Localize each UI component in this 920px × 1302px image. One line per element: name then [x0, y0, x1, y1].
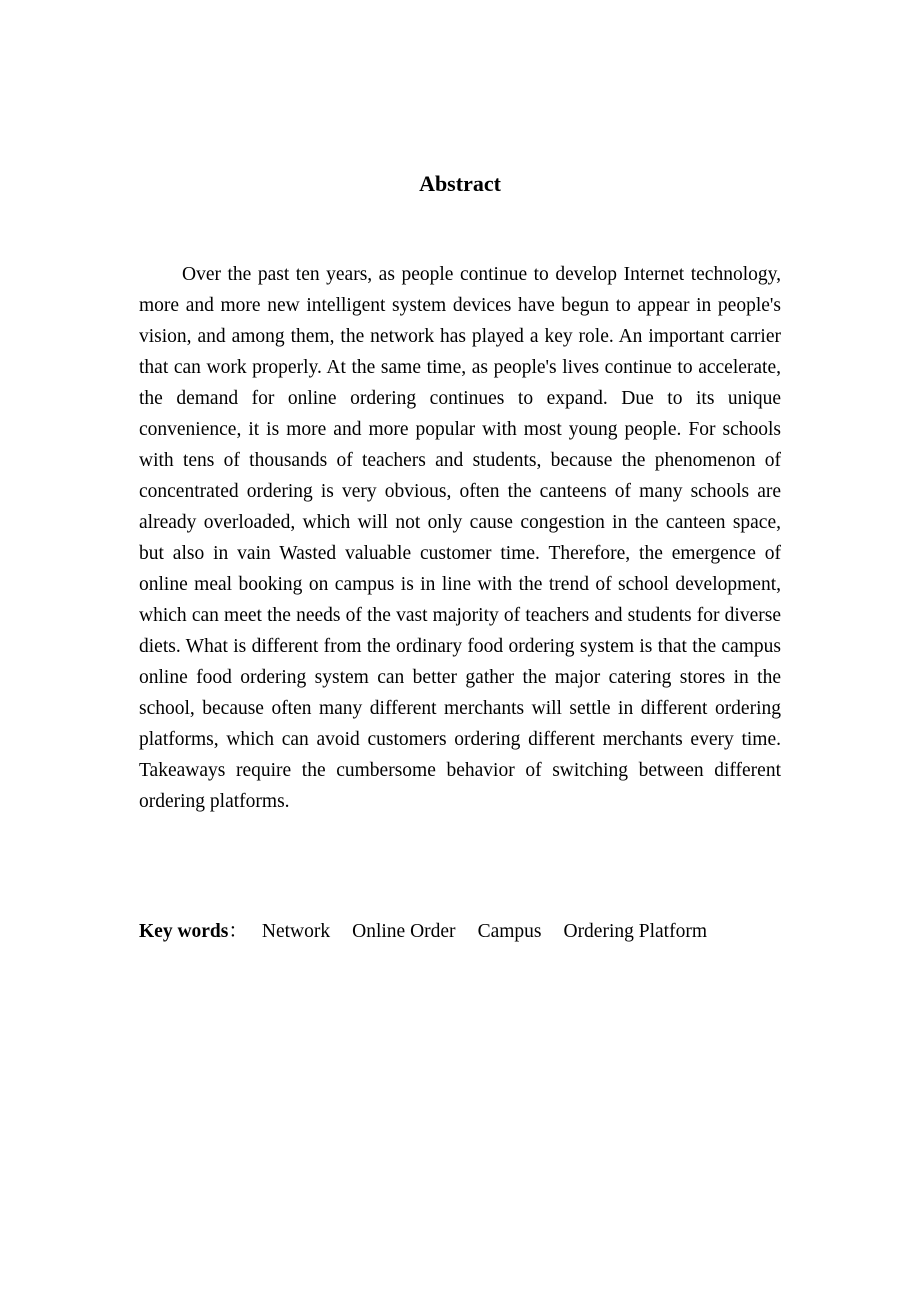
keywords-separator: ：	[228, 921, 248, 942]
keyword-item: Online Order	[352, 921, 456, 942]
abstract-paragraph: Over the past ten years, as people continue to develop Internet technology, more and more new intelligent system devices have begun to appear in people's vision, and among them, the network has played a key role. An important carrier that can work properly. At the same time, as people's lives continue to accelerate, the demand for online ordering continues to expand. Due to its unique convenience, it is more and more popular with most young people. For schools with tens of thousands of teachers and students, because the phenomenon of concentrated ordering is very obvious, often the canteens of many schools are already overloaded, which will not only cause congestion in the canteen space, but also in vain Wasted valuable customer time. Therefore, the emergence of online meal booking on campus is in line with the trend of school development, which can meet the needs of the vast majority of teachers and students for diverse diets. What is different from the ordinary food ordering system is that the campus online food ordering system can better gather the major catering stores in the school, because often many different merchants will settle in different ordering platforms, which can avoid customers ordering different merchants every time. Takeaways require the cumbersome behavior of switching between different ordering platforms.	[139, 264, 781, 812]
keywords-label: Key words	[139, 921, 229, 942]
page-title: Abstract	[419, 171, 501, 196]
keywords-line	[139, 916, 819, 947]
keyword-item: Campus	[477, 921, 542, 942]
keyword-item: Ordering Platform	[563, 921, 707, 942]
keyword-item: Network	[261, 921, 331, 942]
